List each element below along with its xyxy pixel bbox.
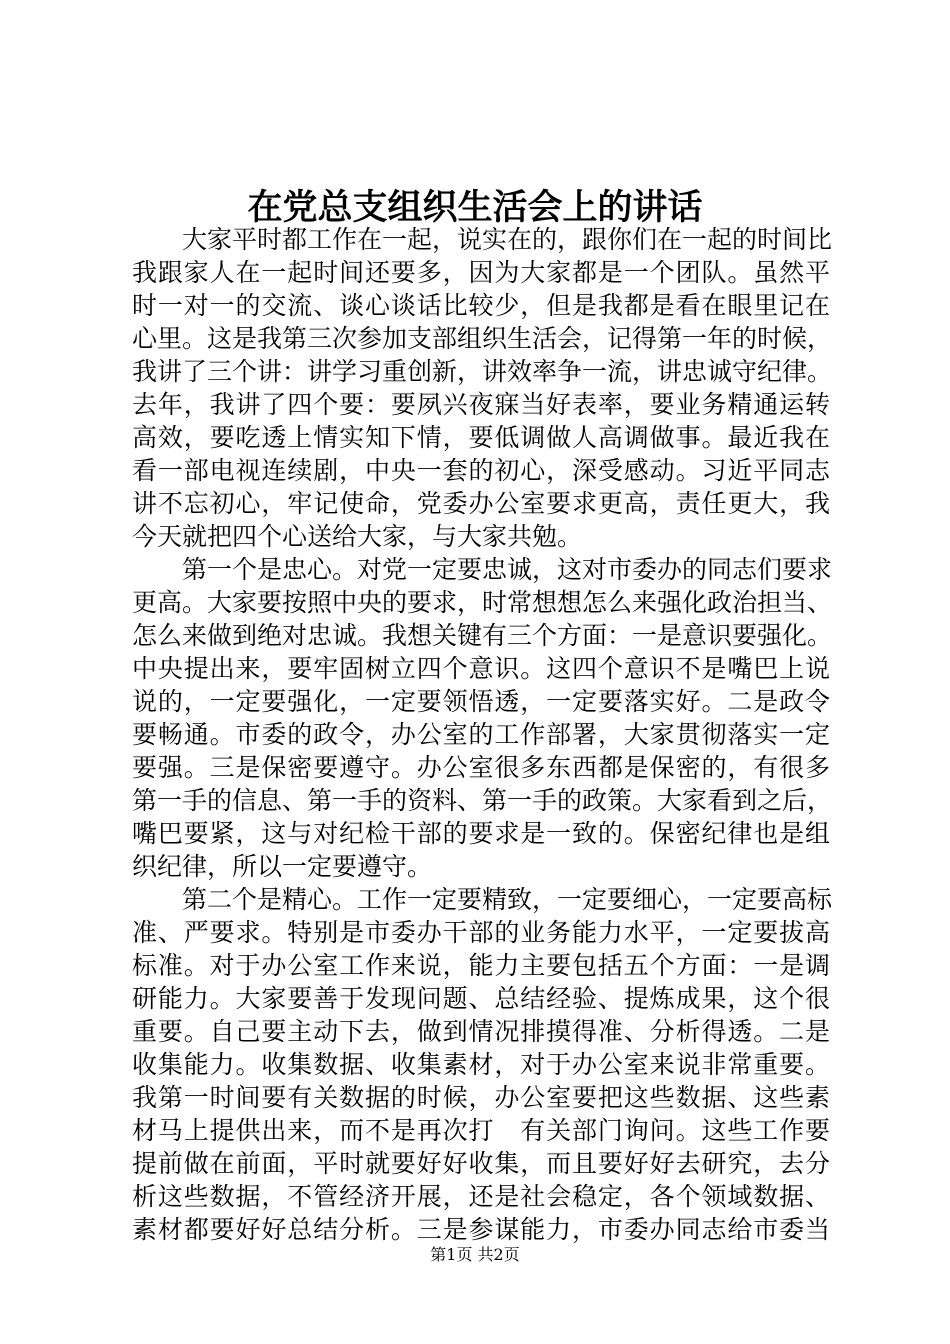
text-line: 材马上提供出来，而不是再次打 有关部门询问。这些工作要: [132, 1116, 830, 1145]
text-line: 讲不忘初心，牢记使命，党委办公室要求更高，责任更大，我: [132, 489, 830, 518]
text-line: 收集能力。收集数据、收集素材，对于办公室来说非常重要。: [132, 1050, 830, 1079]
text-line: 我跟家人在一起时间还要多，因为大家都是一个团队。虽然平: [132, 258, 830, 287]
text-line: 说的，一定要强化，一定要领悟透，一定要落实好。二是政令: [132, 687, 830, 716]
text-line: 今天就把四个心送给大家，与大家共勉。: [132, 522, 583, 551]
text-line: 去年，我讲了四个要：要夙兴夜寐当好表率，要业务精通运转: [132, 390, 830, 419]
text-line: 中央提出来，要牢固树立四个意识。这四个意识不是嘴巴上说: [132, 654, 830, 683]
text-line: 要强。三是保密要遵守。办公室很多东西都是保密的，有很多: [132, 753, 830, 782]
text-line: 第一手的信息、第一手的资料、第一手的政策。大家看到之后，: [132, 786, 833, 815]
paragraph: [132, 883, 833, 1246]
text-line: 素材都要好好总结分析。三是参谋能力，市委办同志给市委当: [132, 1215, 830, 1244]
text-line: 织纪律，所以一定要遵守。: [132, 852, 433, 881]
text-line: 怎么来做到绝对忠诚。我想关键有三个方面：一是意识要强化。: [132, 621, 833, 650]
text-line: 心里。这是我第三次参加支部组织生活会，记得第一年的时候，: [132, 324, 833, 353]
text-line: 时一对一的交流、谈心谈话比较少，但是我都是看在眼里记在: [132, 291, 830, 320]
text-line: 研能力。大家要善于发现问题、总结经验、提炼成果，这个很: [132, 984, 830, 1013]
page-footer: 第1页 共2页: [430, 1245, 520, 1264]
text-line: 析这些数据，不管经济开展，还是社会稳定，各个领域数据、: [132, 1182, 830, 1211]
text-line: 我第一时间要有关数据的时候，办公室要把这些数据、这些素: [132, 1083, 830, 1112]
text-line: 提前做在前面，平时就要好好收集，而且要好好去研究，去分: [132, 1149, 830, 1178]
document-body: [132, 223, 833, 1246]
paragraph: [132, 223, 833, 553]
text-line: 看一部电视连续剧，中央一套的初心，深受感动。习近平同志: [132, 456, 830, 485]
text-line: 要畅通。市委的政令，办公室的工作部署，大家贯彻落实一定: [132, 720, 830, 749]
paragraph: [132, 553, 833, 883]
text-line: 第一个是忠心。对党一定要忠诚，这对市委办的同志们要求: [182, 555, 833, 584]
text-line: 准、严要求。特别是市委办干部的业务能力水平，一定要拔高: [132, 918, 830, 947]
text-line: 大家平时都工作在一起，说实在的，跟你们在一起的时间比: [182, 225, 833, 254]
document-title: 在党总支组织生活会上的讲话: [247, 188, 703, 228]
text-line: 高效，要吃透上情实知下情，要低调做人高调做事。最近我在: [132, 423, 830, 452]
text-line: 标准。对于办公室工作来说，能力主要包括五个方面：一是调: [132, 951, 830, 980]
text-line: 重要。自己要主动下去，做到情况排摸得准、分析得透。二是: [132, 1017, 830, 1046]
text-line: 更高。大家要按照中央的要求，时常想想怎么来强化政治担当、: [132, 588, 833, 617]
text-line: 第二个是精心。工作一定要精致，一定要细心，一定要高标: [182, 885, 833, 914]
text-line: 我讲了三个讲：讲学习重创新，讲效率争一流，讲忠诚守纪律。: [132, 357, 833, 386]
text-line: 嘴巴要紧，这与对纪检干部的要求是一致的。保密纪律也是组: [132, 819, 830, 848]
